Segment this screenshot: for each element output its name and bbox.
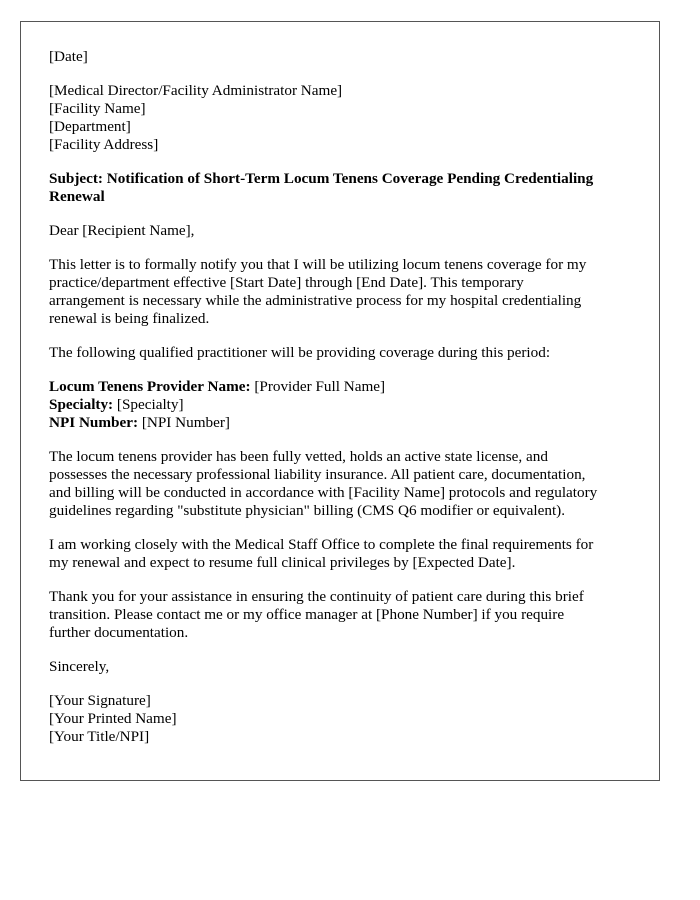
- provider-specialty-row: [49, 396, 639, 414]
- recipient-facility-address: [Facility Address]: [49, 136, 159, 153]
- subject-line: [49, 170, 639, 206]
- paragraph-line: The locum tenens provider has been fully vetted, holds an active state license, and: [49, 448, 548, 465]
- paragraph-line: and billing will be conducted in accordance with [Facility Name] protocols and regulatory: [49, 484, 598, 501]
- provider-npi-label: NPI Number:: [49, 414, 139, 431]
- letter-page: [20, 21, 660, 781]
- paragraph-line: arrangement is necessary while the administrative process for my hospital credentialing: [49, 292, 582, 309]
- provider-specialty-label: Specialty:: [49, 396, 114, 413]
- paragraph-line: my renewal and expect to resume full clinical privileges by [Expected Date].: [49, 554, 516, 571]
- subject-line-1: Subject: Notification of Short-Term Locum Tenens Coverage Pending Credentialing: [49, 170, 594, 187]
- recipient-department: [Department]: [49, 118, 131, 135]
- paragraph-line: Thank you for your assistance in ensuring the continuity of patient care during this brief: [49, 588, 584, 605]
- paragraph-vetting: [49, 448, 639, 520]
- paragraph-line: transition. Please contact me or my office manager at [Phone Number] if you require: [49, 606, 565, 623]
- paragraph-notification: [49, 256, 639, 328]
- recipient-facility-name: [Facility Name]: [49, 100, 146, 117]
- subject-line-2: Renewal: [49, 188, 105, 205]
- provider-name-row: [49, 378, 639, 396]
- paragraph-coverage-intro: [49, 344, 639, 362]
- provider-name-value: [Provider Full Name]: [250, 378, 386, 395]
- paragraph-line: further documentation.: [49, 624, 189, 641]
- closing: [49, 658, 639, 676]
- salutation: [49, 222, 639, 240]
- salutation-text: Dear [Recipient Name],: [49, 222, 195, 239]
- provider-npi-row: [49, 414, 639, 432]
- paragraph-line: practice/department effective [Start Date] through [End Date]. This temporary: [49, 274, 524, 291]
- paragraph-line: possesses the necessary professional liability insurance. All patient care, documentation,: [49, 466, 586, 483]
- signature-block: [49, 692, 639, 746]
- title-npi: [Your Title/NPI]: [49, 728, 150, 745]
- signature-placeholder: [Your Signature]: [49, 692, 151, 709]
- letter-body: [49, 48, 639, 762]
- paragraph-line: renewal is being finalized.: [49, 310, 210, 327]
- letter-date: [Date]: [49, 48, 88, 65]
- closing-text: Sincerely,: [49, 658, 110, 675]
- paragraph-line: The following qualified practitioner will be providing coverage during this period:: [49, 344, 551, 361]
- date-block: [49, 48, 639, 66]
- recipient-name: [Medical Director/Facility Administrator Name]: [49, 82, 343, 99]
- provider-npi-value: [NPI Number]: [138, 414, 230, 431]
- provider-specialty-value: [Specialty]: [113, 396, 184, 413]
- recipient-address-block: [49, 82, 639, 154]
- paragraph-line: I am working closely with the Medical Staff Office to complete the final requirements for: [49, 536, 594, 553]
- paragraph-line: guidelines regarding "substitute physician" billing (CMS Q6 modifier or equivalent).: [49, 502, 566, 519]
- printed-name: [Your Printed Name]: [49, 710, 177, 727]
- provider-details: [49, 378, 639, 432]
- provider-name-label: Locum Tenens Provider Name:: [49, 378, 251, 395]
- paragraph-renewal: [49, 536, 639, 572]
- paragraph-line: This letter is to formally notify you that I will be utilizing locum tenens coverage for my: [49, 256, 587, 273]
- paragraph-thanks: [49, 588, 639, 642]
